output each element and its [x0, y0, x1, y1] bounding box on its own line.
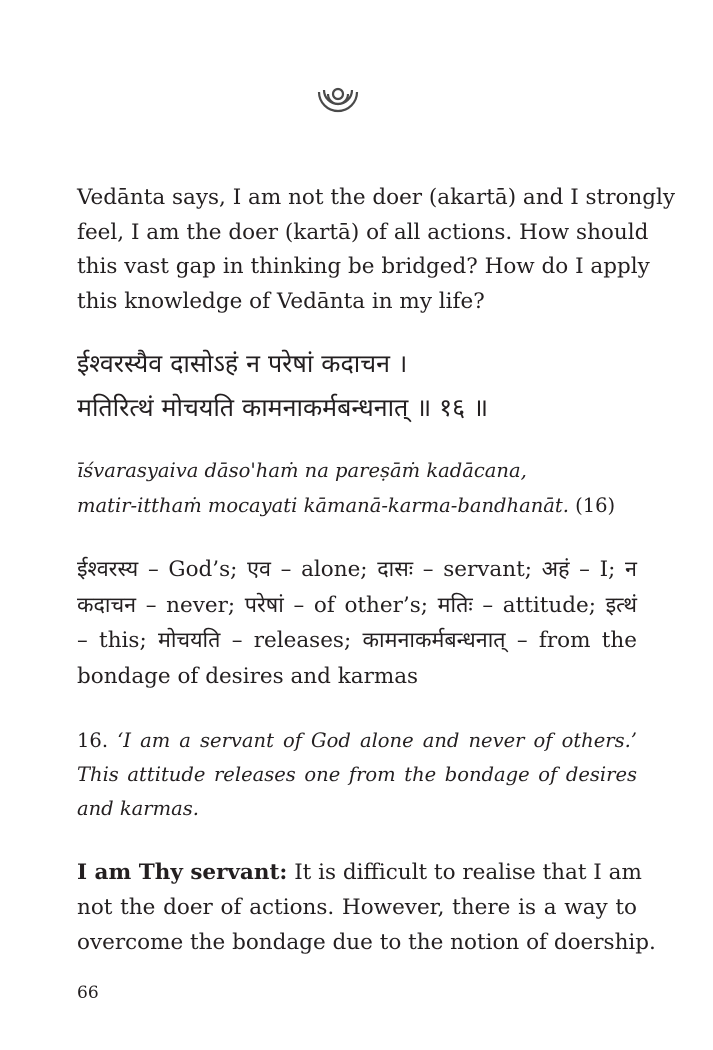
translation-number: 16.	[77, 729, 109, 752]
transliteration-text: matir-itthaṁ mocayati kāmanā-karma-bandhanāt.	[77, 494, 569, 517]
glossary-line: ईश्वरस्य – God’s; एव – alone; दासः – servant; अहं – I; न	[77, 557, 637, 582]
translation-text: ‘I am a servant of God alone and never of others.’	[117, 729, 637, 752]
sanskrit-verse	[77, 342, 637, 430]
glossary-line: कदाचन – never; परेषां – of other’s; मतिः – attitude; इत्थं	[77, 592, 637, 618]
intro-line: this vast gap in thinking be bridged? How do I apply	[77, 254, 650, 279]
intro-line: this knowledge of Vedānta in my life?	[77, 288, 485, 314]
translation-line: This attitude releases one from the bondage of desires	[77, 763, 637, 786]
verse-line: मतिरित्थं मोचयति कामनाकर्मबन्धनात् ॥ १६ ॥	[77, 393, 489, 422]
word-glossary	[77, 552, 637, 694]
intro-paragraph	[77, 181, 676, 319]
commentary-line	[77, 855, 642, 890]
transliteration-line: īśvarasyaiva dāso'haṁ na pareṣāṁ kadācana,	[77, 459, 527, 482]
commentary-line: overcome the bondage due to the notion of doership.	[77, 930, 656, 955]
verse-number: (16)	[575, 494, 616, 517]
verse-translation	[77, 724, 637, 826]
concentric-spiral-icon	[316, 76, 360, 116]
commentary-text: It is difficult to realise that I am	[287, 860, 642, 885]
glossary-line: – this; मोचयति – releases; कामनाकर्मबन्धनात् – from the	[77, 628, 637, 653]
glossary-line: bondage of desires and karmas	[77, 663, 419, 689]
page-number: 66	[77, 983, 99, 1003]
transliteration	[77, 453, 637, 523]
intro-line: Vedānta says, I am not the doer (akartā) and I strongly	[77, 185, 676, 210]
translation-line: and karmas.	[77, 797, 199, 820]
verse-line: ईश्वरस्यैव दासोऽहं न परेषां कदाचन ।	[77, 349, 408, 378]
translation-line	[77, 724, 637, 758]
section-heading: I am Thy servant:	[77, 860, 288, 885]
transliteration-line	[77, 488, 637, 523]
commentary-line: not the doer of actions. However, there is a way to	[77, 895, 637, 920]
intro-line: feel, I am the doer (kartā) of all actions. How should	[77, 219, 649, 245]
commentary-paragraph	[77, 855, 656, 960]
